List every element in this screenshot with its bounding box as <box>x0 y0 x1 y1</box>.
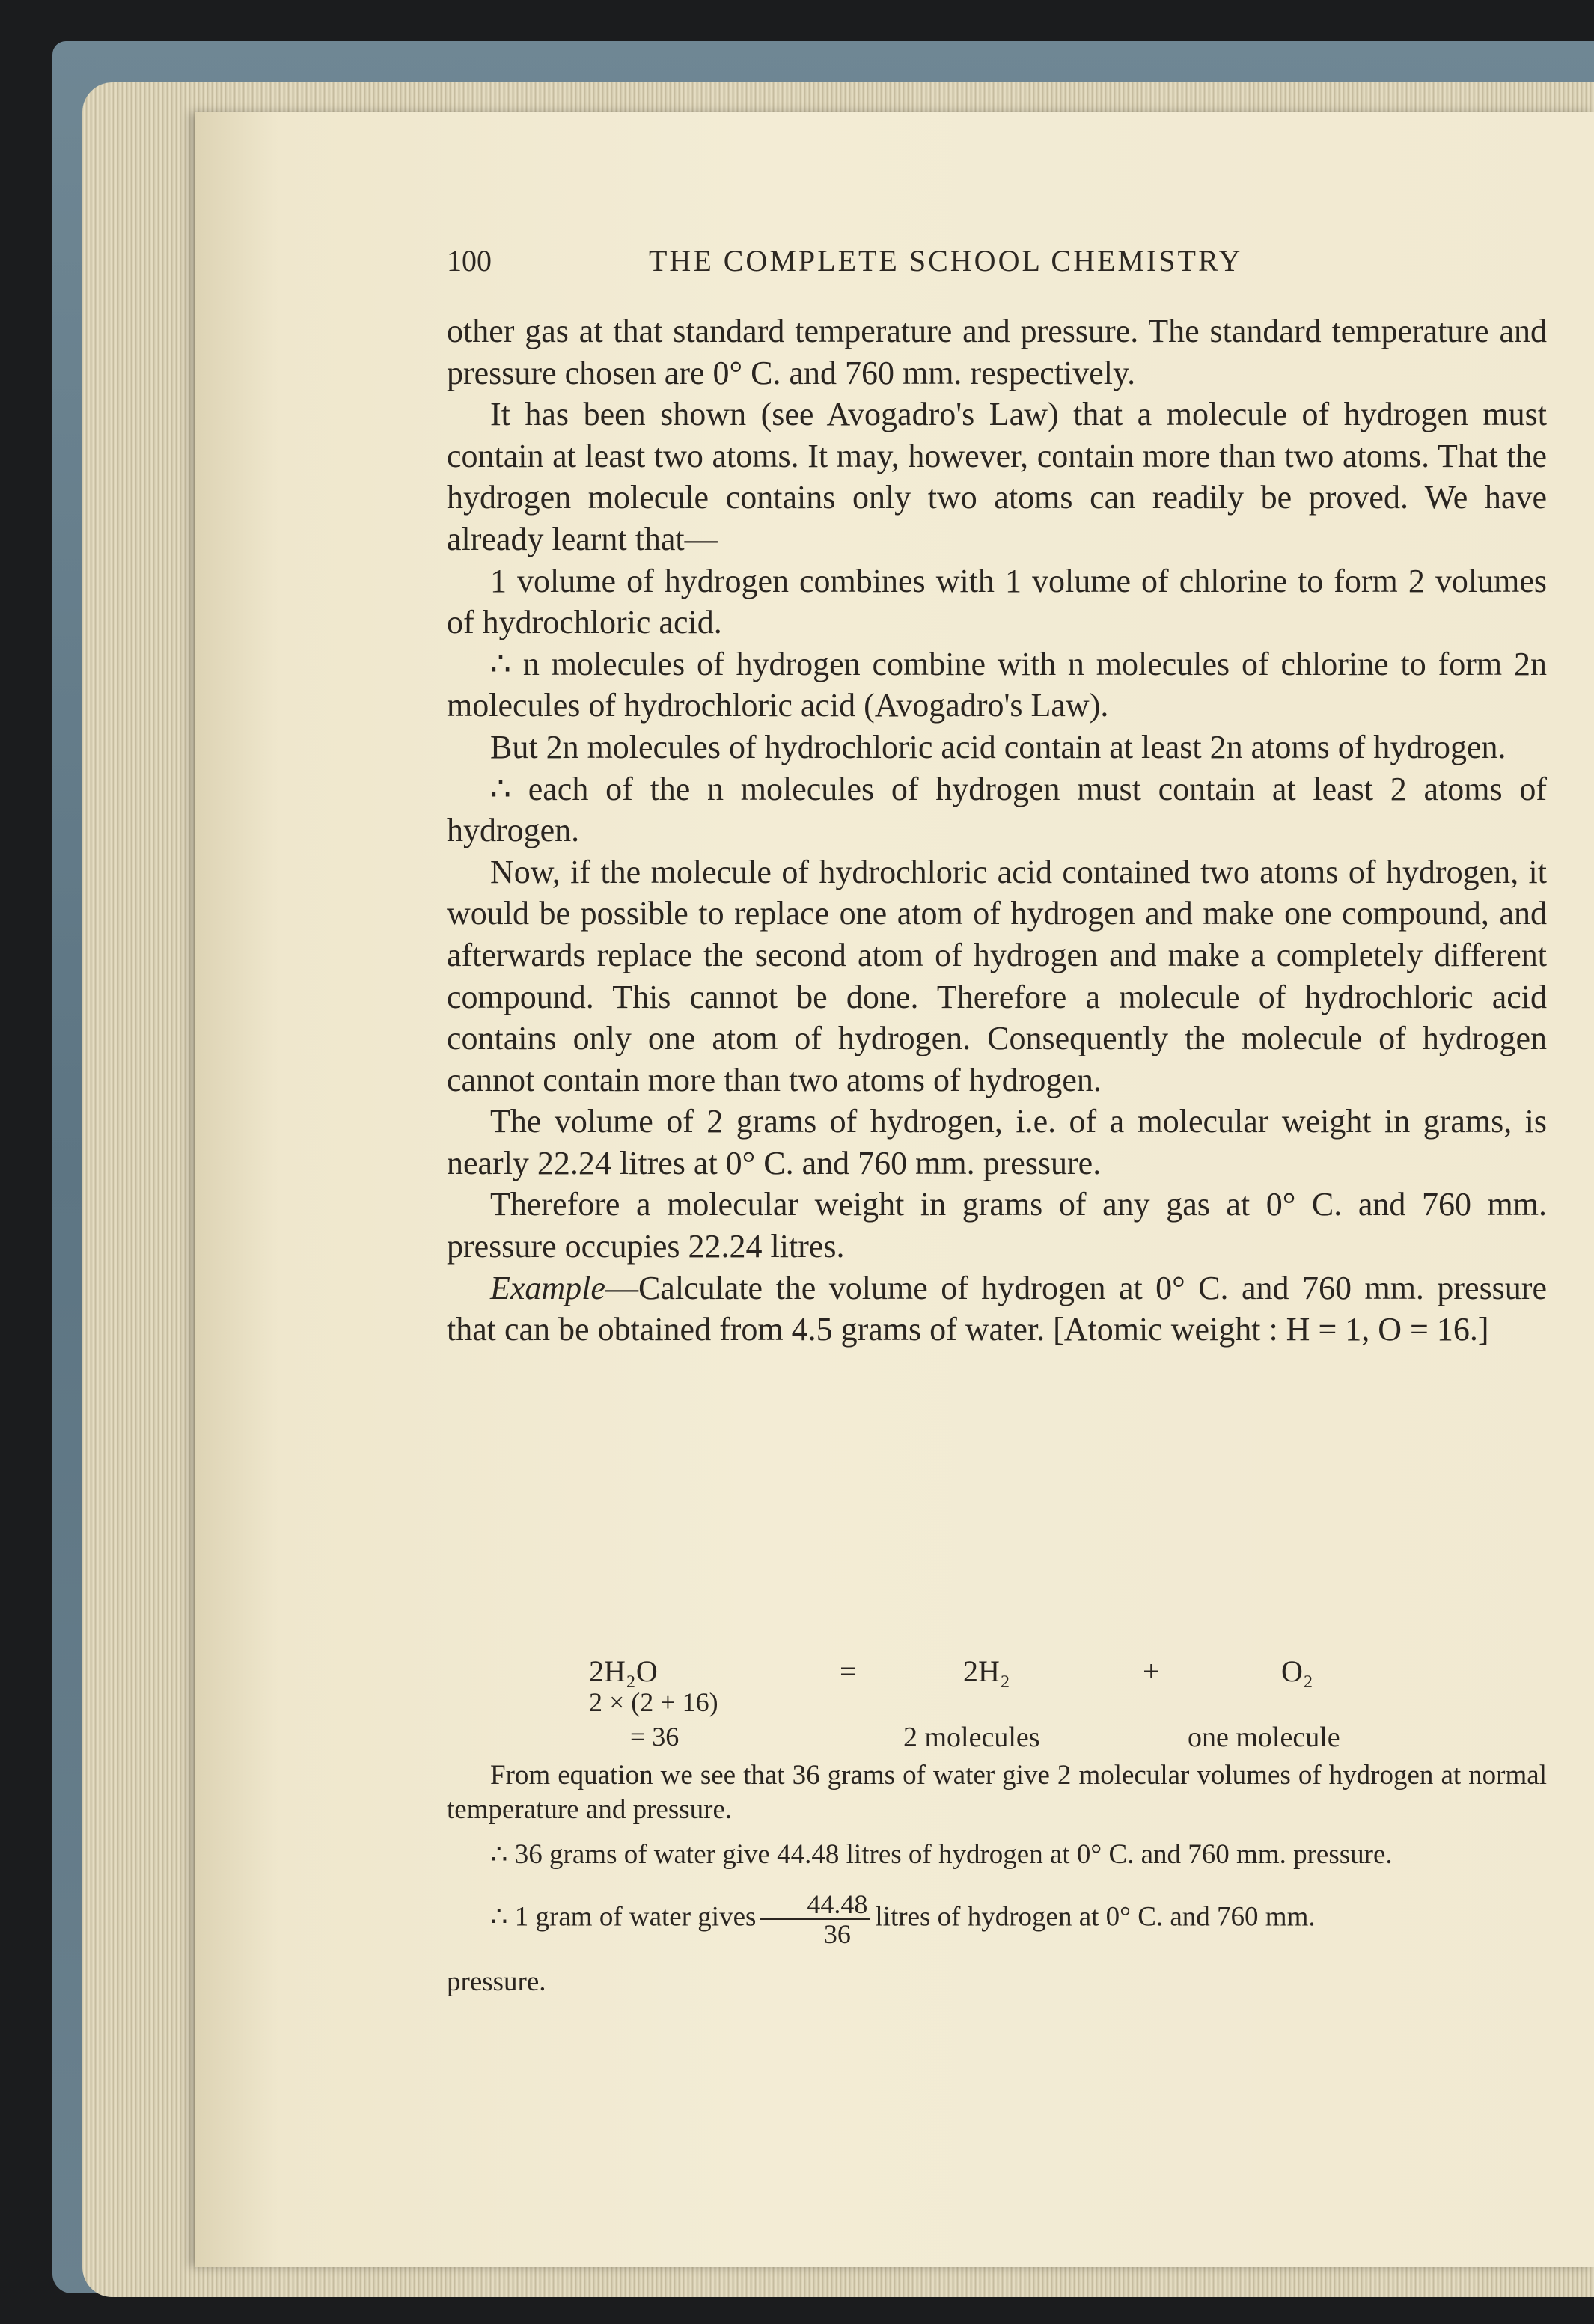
equation-reactant-value: = 36 <box>630 1722 680 1752</box>
equation-product-oxygen-note: one molecule <box>1188 1722 1340 1753</box>
note: ∴ 36 grams of water give 44.48 litres of hydrogen at 0° C. and 760 mm. pressure. <box>490 1839 1393 1870</box>
example-paragraph <box>447 1268 1547 1351</box>
equation-product-hydrogen-note: 2 molecules <box>903 1722 1040 1753</box>
note: From equation we see that 36 grams of water give 2 molecular volumes of hydrogen at normal temperature and pressure. <box>447 1760 1547 1825</box>
page-number: 100 <box>447 244 492 278</box>
paragraph: But 2n molecules of hydrochloric acid contain at least 2n atoms of hydrogen. <box>490 728 1506 765</box>
final-suffix: litres of hydrogen at 0° C. and 760 mm. <box>875 1901 1316 1933</box>
example-text: —Calculate the volume of hydrogen at 0° C. and 760 mm. pressure that can be obtained from 4.5 grams of water. [Atomic weight : H = 1, O = 16.] <box>447 1269 1547 1348</box>
equation-equals: = <box>840 1654 857 1688</box>
equation-plus: + <box>1143 1654 1160 1688</box>
running-header <box>447 243 1547 288</box>
worked-notes <box>447 1758 1547 1999</box>
running-title: THE COMPLETE SCHOOL CHEMISTRY <box>649 244 1243 278</box>
example-label: Example <box>490 1269 605 1306</box>
paragraph: ∴ each of the n molecules of hydrogen must contain at least 2 atoms of hydrogen. <box>447 770 1547 849</box>
paragraph: The volume of 2 grams of hydrogen, i.e. of a molecular weight in grams, is nearly 22.24 litres at 0° C. and 760 mm. pressure. <box>447 1103 1547 1181</box>
final-last-line: pressure. <box>447 1966 546 1997</box>
paragraph: Now, if the molecule of hydrochloric acid contained two atoms of hydrogen, it would be possible to replace one atom of hydrogen and make one compound, and afterwards replace the second atom of hydrogen and make a completely different compound. This cannot be done. Therefore a molecule of hydrochloric acid contains only one atom of hydrogen. Consequently the molecule of hydrogen cannot contain more than two atoms of hydrogen. <box>447 853 1547 1098</box>
fraction-numerator: 44.48 <box>760 1890 870 1920</box>
final-prefix: ∴ 1 gram of water gives <box>490 1901 757 1933</box>
equation-product-oxygen: O₂ <box>1281 1654 1313 1688</box>
body-text <box>447 311 1547 1351</box>
equation-product-hydrogen: 2H₂ <box>963 1654 1010 1688</box>
final-line <box>447 1890 1547 1948</box>
paragraph: other gas at that standard temperature and pressure. The standard temperature and pressure chosen are 0° C. and 760 mm. respectively. <box>447 313 1547 391</box>
equation-reactant-calc: 2 × (2 + 16) <box>589 1687 718 1717</box>
chemical-equation <box>447 1654 1547 1758</box>
paragraph: ∴ n molecules of hydrogen combine with n molecules of chlorine to form 2n molecules of hydrochloric acid (Avogadro's Law). <box>447 645 1547 724</box>
paragraph: It has been shown (see Avogadro's Law) that a molecule of hydrogen must contain at least two atoms. It may, however, contain more than two atoms. That the hydrogen molecule contains only two atoms can readily be proved. We have already learnt that— <box>447 396 1547 557</box>
fraction-denominator: 36 <box>823 1919 851 1949</box>
paragraph: Therefore a molecular weight in grams of any gas at 0° C. and 760 mm. pressure occupies 22.24 litres. <box>447 1186 1547 1265</box>
equation-reactant: 2H₂O <box>589 1654 658 1688</box>
fraction <box>760 1890 870 1948</box>
paragraph: 1 volume of hydrogen combines with 1 volume of chlorine to form 2 volumes of hydrochloric acid. <box>447 562 1547 641</box>
